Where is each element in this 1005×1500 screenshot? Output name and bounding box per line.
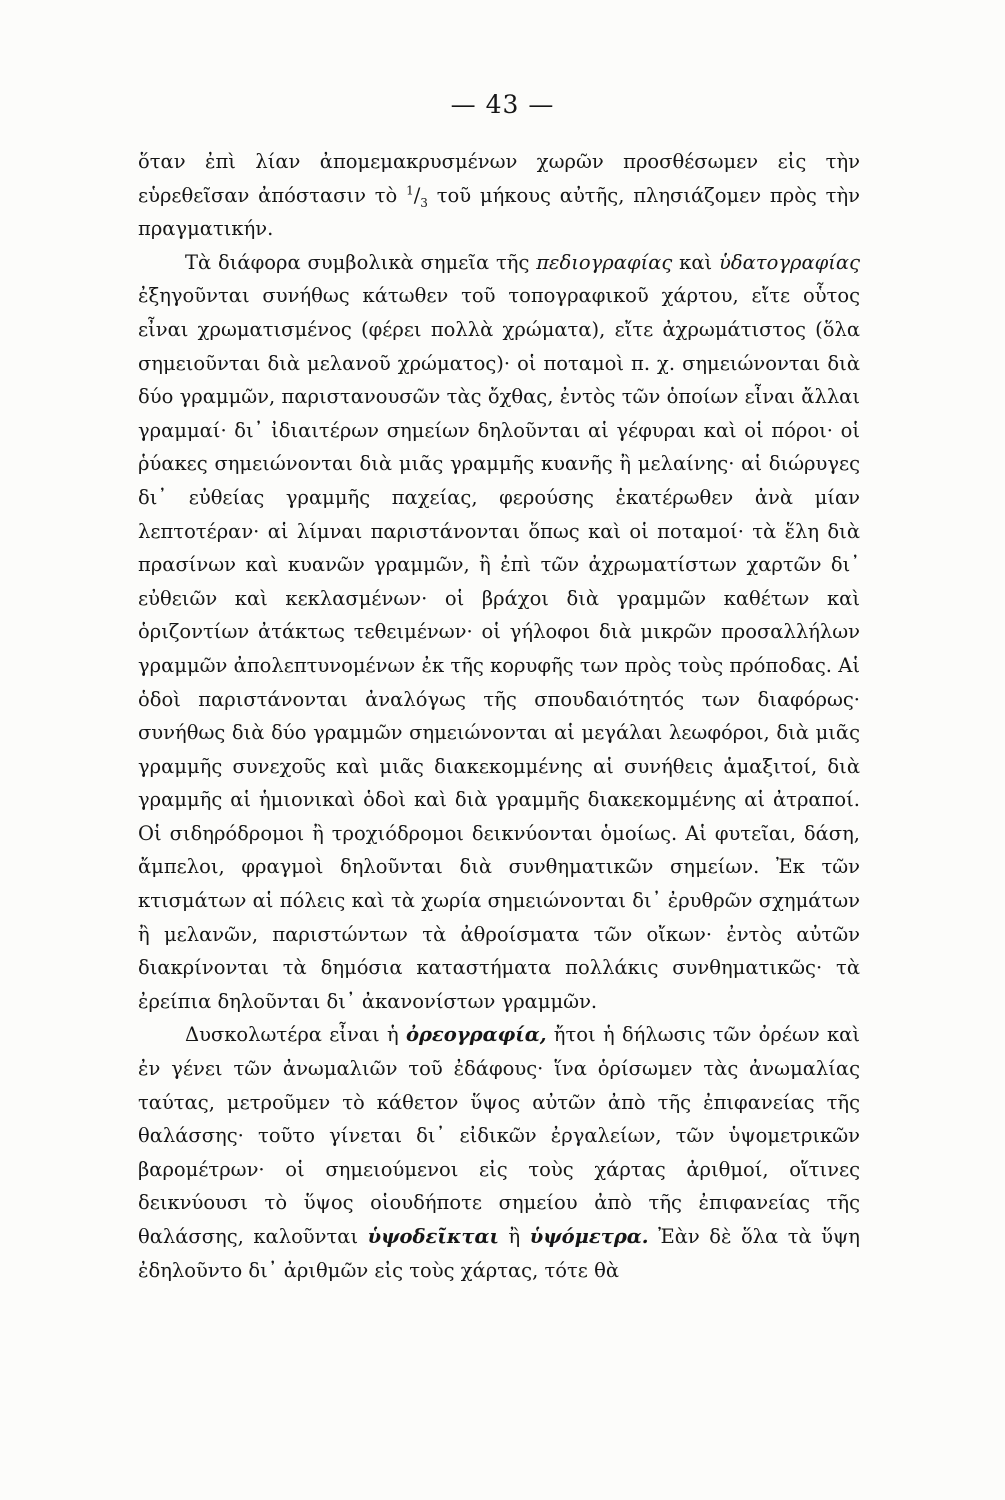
text-run: 3 xyxy=(420,195,428,210)
text-run: καὶ xyxy=(672,250,720,274)
text-run: / xyxy=(413,183,421,207)
text-run: πεδιογραφίας xyxy=(536,250,673,274)
paragraph xyxy=(138,246,860,1019)
paragraph xyxy=(138,1018,860,1287)
text-run: ὑδατογραφίας xyxy=(719,250,860,274)
text-run: Τὰ διάφορα συμβολικὰ σημεῖα τῆς xyxy=(185,250,537,274)
text-run: ἤτοι ἡ δήλωσις τῶν ὀρέων καὶ ἐν γένει τῶν ἀνωμαλιῶν τοῦ ἐδάφους· ἵνα ὁρίσωμεν τὰς ἀνωμαλίας ταύτας, μετροῦμεν τὸ κάθετον ὕψος αὐτῶν ἀπὸ τῆς ἐπιφανείας τῆς θαλάσσης· τοῦτο γίνεται δι᾿ εἰδικῶν ἐργαλείων, τῶν ὑψομετρικῶν βαρομέτρων· οἱ σημειούμενοι εἰς τοὺς χάρτας ἀριθμοί, οἵτινες δεικνύουσι τὸ ὕψος οἱουδήποτε σημείου ἀπὸ τῆς ἐπιφανείας τῆς θαλάσσης, καλοῦνται xyxy=(138,1023,860,1248)
text-run: ἐξηγοῦνται συνήθως κάτωθεν τοῦ τοπογραφικοῦ χάρτου, εἴτε οὗτος εἶναι χρωματισμένος (φέρει πολλὰ χρώματα), εἴτε ἀχρωμάτιστος (ὅλα σημειοῦνται διὰ μελανοῦ χρώματος)· οἱ ποταμοὶ π. χ. σημειώνονται διὰ δύο γραμμῶν, παριστανουσῶν τὰς ὄχθας, ἐντὸς τῶν ὁποίων εἶναι ἄλλαι γραμμαί· δι᾿ ἰδιαιτέρων σημείων δηλοῦνται αἱ γέφυραι καὶ οἱ πόροι· οἱ ῥύακες σημειώνονται διὰ μιᾶς γραμμῆς κυανῆς ἢ μελαίνης· αἱ διώρυγες δι᾿ εὐθείας γραμμῆς παχείας, φερούσης ἑκατέρωθεν ἀνὰ μίαν λεπτοτέραν· αἱ λίμναι παριστάνονται ὅπως καὶ οἱ ποταμοί· τὰ ἕλη διὰ πρασίνων καὶ κυανῶν γραμμῶν, ἢ ἐπὶ τῶν ἀχρωματίστων χαρτῶν δι᾿ εὐθειῶν καὶ κεκλασμένων· οἱ βράχοι διὰ γραμμῶν καθέτων καὶ ὁριζοντίων ἀτάκτως τεθειμένων· οἱ γήλοφοι διὰ μικρῶν προσαλλήλων γραμμῶν ἀπολεπτυνομένων ἐκ τῆς κορυφῆς των πρὸς τοὺς πρόποδας. Αἱ ὁδοὶ παριστάνονται ἀναλόγως τῆς σπουδαιότητός των διαφόρως· συνήθως διὰ δύο γραμμῶν σημειώνονται αἱ μεγάλαι λεωφόροι, διὰ μιᾶς γραμμῆς συνεχοῦς καὶ μιᾶς διακεκομμένης αἱ συνήθεις ἁμαξιτοί, διὰ γραμμῆς αἱ ἡμιονικαὶ ὁδοὶ καὶ διὰ γραμμῆς διακεκομμένης αἱ ἀτραποί. Οἱ σιδηρόδρομοι ἢ τροχιόδρομοι δεικνύονται ὁμοίως. Αἱ φυτεῖαι, δάση, ἄμπελοι, φραγμοὶ δηλοῦνται διὰ συνθηματικῶν σημείων. Ἐκ τῶν κτισμάτων αἱ πόλεις καὶ τὰ χωρία σημειώνονται δι᾿ ἐρυθρῶν σχημάτων ἢ μελανῶν, παριστώντων τὰ ἀθροίσματα τῶν οἴκων· ἐντὸς αὐτῶν διακρίνονται τὰ δημόσια καταστήματα πολλάκις συνθηματικῶς· τὰ ἐρείπια δηλοῦνται δι᾿ ἀκανονίστων γραμμῶν. xyxy=(138,284,860,1013)
text-run: Δυσκολωτέρα εἶναι ἡ xyxy=(185,1023,406,1047)
paragraph xyxy=(138,145,860,246)
text-run: 1 xyxy=(406,183,414,198)
text-run: ἢ xyxy=(499,1225,530,1248)
body-text xyxy=(138,145,860,1287)
text-run: ὑψόμετρα. xyxy=(529,1225,649,1248)
page-number: — 43 — xyxy=(450,90,555,119)
text-run: ὅταν ἐπὶ λίαν ἀπομεμακρυσμένων χωρῶν προσθέσωμεν εἰς τὴν εὑρεθεῖσαν ἀπόστασιν τὸ xyxy=(138,150,860,207)
text-run: τοῦ μήκους αὐτῆς, πλησιάζομεν πρὸς τὴν πραγματικήν. xyxy=(138,183,860,241)
text-run: Ἐὰν δὲ ὅλα τὰ ὕψη ἐδηλοῦντο δι᾿ ἀριθμῶν εἰς τοὺς χάρτας, τότε θὰ xyxy=(138,1225,860,1282)
text-run: ὀρεογραφία, xyxy=(405,1023,547,1047)
text-run: ὑψοδεῖκται xyxy=(367,1225,499,1248)
